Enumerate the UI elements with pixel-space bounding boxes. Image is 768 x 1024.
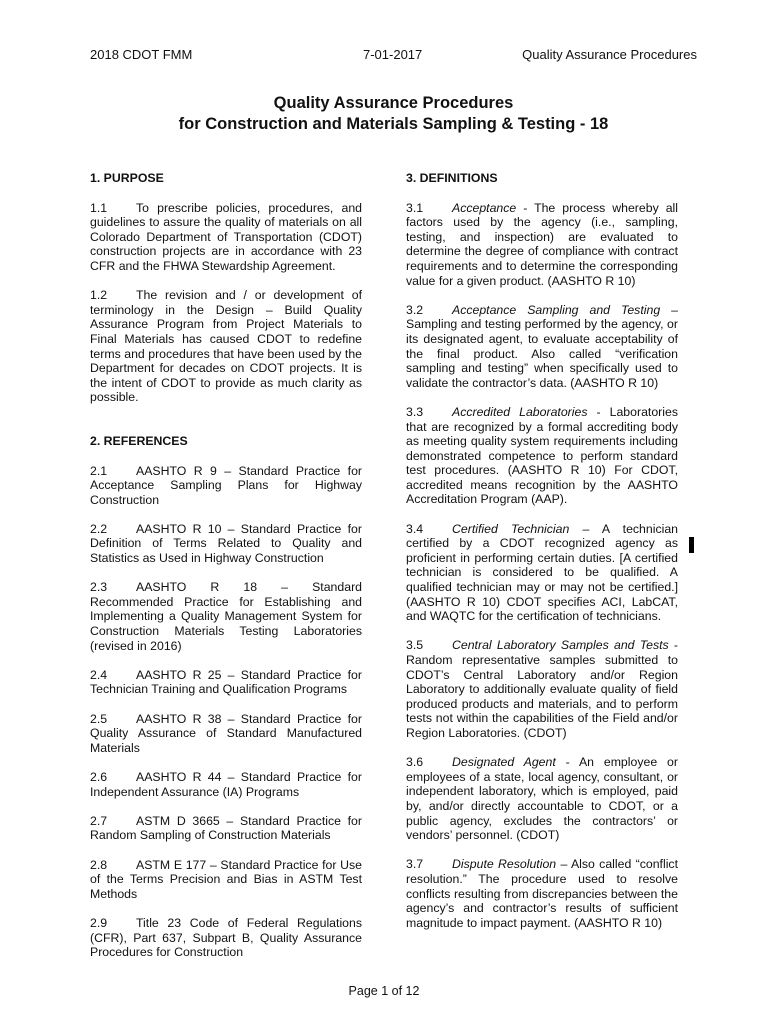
paragraph-text: AASHTO R 44 – Standard Practice for Independent Assurance (IA) Programs — [90, 769, 362, 799]
page-header — [90, 46, 697, 64]
header-manual-name: 2018 CDOT FMM — [90, 47, 193, 62]
definition-term: Acceptance Sampling and Testing — [452, 302, 661, 317]
paragraph-number: 2.5 — [90, 711, 108, 726]
purpose-heading: 1. PURPOSE — [90, 171, 164, 185]
header-section-title: Quality Assurance Procedures — [522, 47, 697, 62]
definition-item-3-2 — [406, 303, 678, 391]
paragraph-text: Title 23 Code of Federal Regulations (CFR), Part 637, Subpart B, Quality Assurance Procedures for Construction — [90, 915, 362, 960]
term-separator: – — [660, 302, 678, 317]
paragraph-text: Sampling and testing performed by the agency, or its designated agent, to evaluate acceptability of the final product. Also called “verification sampling and testing” when specifically used to validate the contractor’s data. (AASHTO R 10) — [406, 317, 678, 390]
paragraph-number: 3.3 — [406, 404, 424, 419]
title-line-1: Quality Assurance Procedures — [273, 94, 514, 112]
paragraph-text: Also called “conflict resolution.” The procedure used to resolve conflicts resulting from discrepancies between the agency’s and contractor’s results of sufficient magnitude to impact payment. (AASHTO R 10) — [406, 857, 678, 930]
paragraph-text: Laboratories that are recognized by a formal accrediting body as meeting quality system requirements including demonstrated competence to perform standard test procedures. (AASHTO R 10) For CDOT, accredited means recognition by the AASHTO Accreditation Program (AAP). — [406, 404, 678, 507]
definitions-heading: 3. DEFINITIONS — [406, 171, 498, 185]
left-column — [90, 171, 362, 974]
paragraph-number: 3.1 — [406, 200, 424, 215]
definition-term: Central Laboratory Samples and Tests — [452, 638, 669, 653]
definition-term: Acceptance — [452, 200, 517, 215]
paragraph-text: A technician certified by a CDOT recognized agency as proficient in performing certain duties. [A certified technician is considered to be qualified. A qualified technician may or may not be certified.] (AASHTO R 10) CDOT specifies ACI, LabCAT, and WAQTC for the certification of technicians. — [406, 521, 679, 624]
paragraph-text: AASHTO R 9 – Standard Practice for Acceptance Sampling Plans for Highway Construction — [90, 463, 362, 507]
term-separator: - — [587, 404, 610, 419]
paragraph-number: 3.6 — [406, 755, 424, 770]
title-line-2: for Construction and Materials Sampling & Testing - 18 — [178, 115, 609, 133]
paragraph-text: An employee or employees of a state, local agency, consultant, or independent laboratory, which is employed, paid by, and/or directly accountable to CDOT, or a public agency, excludes the contractors’ or vendors’ personnel. (CDOT) — [406, 755, 678, 843]
term-separator: – — [556, 857, 571, 872]
paragraph-text: AASHTO R 25 – Standard Practice for Technician Training and Qualification Programs — [90, 667, 362, 697]
definition-term: Certified Technician — [452, 521, 570, 536]
header-date: 7-01-2017 — [363, 47, 423, 62]
paragraph-text: The revision and / or development of terminology in the Design – Build Quality Assurance Program from Project Materials to Final Materials has caused CDOT to redefine terms and procedures that have been used by the Department for decades on CDOT projects. It is the intent of CDOT to provide as much clarity as possible. — [90, 288, 362, 405]
reference-item-2-7 — [90, 814, 362, 843]
paragraph-number: 3.5 — [406, 638, 424, 653]
paragraph-number: 3.4 — [406, 521, 424, 536]
reference-item-2-9 — [90, 916, 362, 960]
reference-item-2-1 — [90, 464, 362, 508]
definition-item-3-3 — [406, 405, 678, 507]
term-separator: - — [516, 200, 535, 215]
paragraph-number: 2.9 — [90, 915, 108, 930]
paragraph-text: Random representative samples submitted to CDOT’s Central Laboratory and/or Region Laboratory to additionally evaluate quality of field produced products and materials, and to perform tests not within the capabilities of the Field and/or Region Laboratories. (CDOT) — [406, 653, 678, 740]
reference-item-2-4 — [90, 668, 362, 697]
term-separator: – — [569, 521, 602, 536]
term-separator: - — [668, 638, 679, 653]
paragraph-text: AASHTO R 10 – Standard Practice for Definition of Terms Related to Quality and Statistics as Used in Highway Construction — [90, 521, 362, 566]
paragraph-text: To prescribe policies, procedures, and guidelines to assure the quality of materials on all Colorado Department of Transportation (CDOT) construction projects are in accordance with 23 CFR and the FHWA Stewardship Agreement. — [90, 200, 362, 273]
right-column — [406, 171, 678, 945]
definitions-list — [406, 201, 678, 931]
paragraph-number: 2.4 — [90, 667, 108, 682]
reference-item-2-2 — [90, 522, 362, 566]
paragraph-number: 2.8 — [90, 857, 108, 872]
paragraph-number: 2.1 — [90, 463, 108, 478]
paragraph-text: The process whereby all factors used by the agency (i.e., sampling, testing, and inspection) are evaluated to determine the degree of compliance with contract requirements and to determine the corresponding value for a given product. (AASHTO R 10) — [406, 200, 678, 288]
definition-term: Accredited Laboratories — [452, 404, 588, 419]
purpose-item-1-1 — [90, 201, 362, 274]
paragraph-number: 3.7 — [406, 857, 424, 872]
reference-item-2-6 — [90, 770, 362, 799]
paragraph-text: ASTM D 3665 – Standard Practice for Random Sampling of Construction Materials — [90, 813, 362, 843]
reference-item-2-8 — [90, 858, 362, 902]
reference-item-2-5 — [90, 712, 362, 756]
paragraph-text: AASHTO R 38 – Standard Practice for Quality Assurance of Standard Manufactured Materials — [90, 711, 362, 755]
definition-term: Dispute Resolution — [452, 857, 557, 872]
paragraph-text: AASHTO R 18 – Standard Recommended Practice for Establishing and Implementing a Quality Management System for Construction Materials Testing Laboratories (revised in 2016) — [90, 580, 362, 653]
references-list — [90, 464, 362, 960]
definition-term: Designated Agent — [452, 755, 556, 770]
paragraph-number: 3.2 — [406, 302, 424, 317]
references-heading: 2. REFERENCES — [90, 433, 188, 448]
paragraph-number: 1.1 — [90, 200, 108, 215]
definition-item-3-1 — [406, 201, 678, 289]
paragraph-text: ASTM E 177 – Standard Practice for Use of the Terms Precision and Bias in ASTM Test Methods — [90, 857, 362, 901]
revision-change-bar — [689, 537, 694, 553]
term-separator: - — [555, 755, 579, 770]
purpose-item-1-2 — [90, 288, 362, 405]
definition-item-3-6 — [406, 755, 678, 843]
definition-item-3-7 — [406, 857, 678, 930]
reference-item-2-3 — [90, 580, 362, 653]
definition-item-3-4 — [406, 522, 678, 624]
paragraph-number: 2.7 — [90, 813, 108, 828]
paragraph-number: 2.6 — [90, 769, 108, 784]
paragraph-number: 2.3 — [90, 580, 108, 595]
document-title — [90, 93, 697, 135]
definition-item-3-5 — [406, 638, 678, 740]
paragraph-number: 1.2 — [90, 288, 108, 303]
purpose-list — [90, 201, 362, 405]
paragraph-number: 2.2 — [90, 521, 108, 536]
page-footer: Page 1 of 12 — [348, 984, 420, 998]
